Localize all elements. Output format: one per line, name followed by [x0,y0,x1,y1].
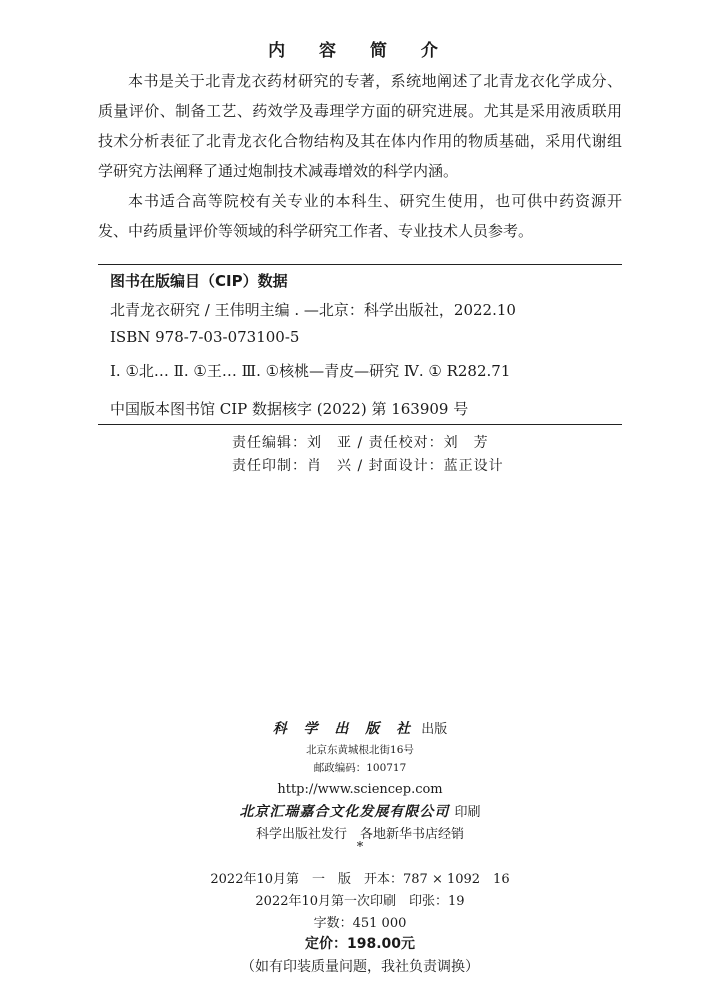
page-title: 内 容 简 介 [268,41,452,61]
separator-star: * [356,840,364,855]
cip-title-line: 北青龙衣研究 / 王伟明主编 . —北京：科学出版社，2022.10 [110,301,516,319]
cip-bottom-divider [98,424,622,425]
cip-classification: Ⅰ. ①北… Ⅱ. ①王… Ⅲ. ①核桃—青皮—研究 Ⅳ. ① R282.71 [110,362,511,380]
publisher-suffix: 出版 [421,722,448,737]
cip-isbn: ISBN 978-7-03-073100-5 [110,328,300,346]
cip-top-divider [98,264,622,265]
production-credits: 责任印制：肖 兴 / 封面设计：蓝正设计 [232,458,504,474]
introduction [98,66,622,246]
distribution-line: 科学出版社发行 各地新华书店经销 [255,827,464,842]
publisher-line [0,718,720,738]
word-count: 字数：451 000 [313,916,407,931]
cip-record-number: 中国版本图书馆 CIP 数据核字 (2022) 第 163909 号 [110,400,469,418]
quality-note: （如有印装质量问题，我社负责调换） [241,959,479,975]
printing-line: 2022年10月第一次印刷 印张：19 [255,894,465,909]
intro-paragraph-1: 本书是关于北青龙衣药材研究的专著，系统地阐述了北青龙衣化学成分、质量评价、制备工艺、药效学及毒理学方面的研究进展。尤其是采用液质联用技术分析表征了北青龙衣化合物结构及其在体内作用的物质基础，采用代谢组学研究方法阐释了通过炮制技术减毒增效的科学内涵。 [98,72,622,180]
intro-paragraph-2: 本书适合高等院校有关专业的本科生、研究生使用，也可供中药资源开发、中药质量评价等领域的科学研究工作者、专业技术人员参考。 [98,192,622,240]
edition-line: 2022年10月第 一 版 开本：787 × 1092 16 [210,872,510,887]
editor-credits: 责任编辑：刘 亚 / 责任校对：刘 芳 [232,435,489,451]
price: 定价：198.00元 [304,936,416,952]
cip-heading: 图书在版编目（CIP）数据 [110,272,288,290]
printer-suffix: 印刷 [454,805,481,820]
publisher-address: 北京东黄城根北街16号 [306,744,414,756]
publisher-postcode: 邮政编码：100717 [313,762,407,774]
printer-name: 北京汇瑞嘉合文化发展有限公司 [239,804,450,820]
publisher-url: http://www.sciencep.com [277,782,443,797]
printer-line [0,801,720,821]
publisher-name: 科 学 出 版 社 [272,721,417,737]
